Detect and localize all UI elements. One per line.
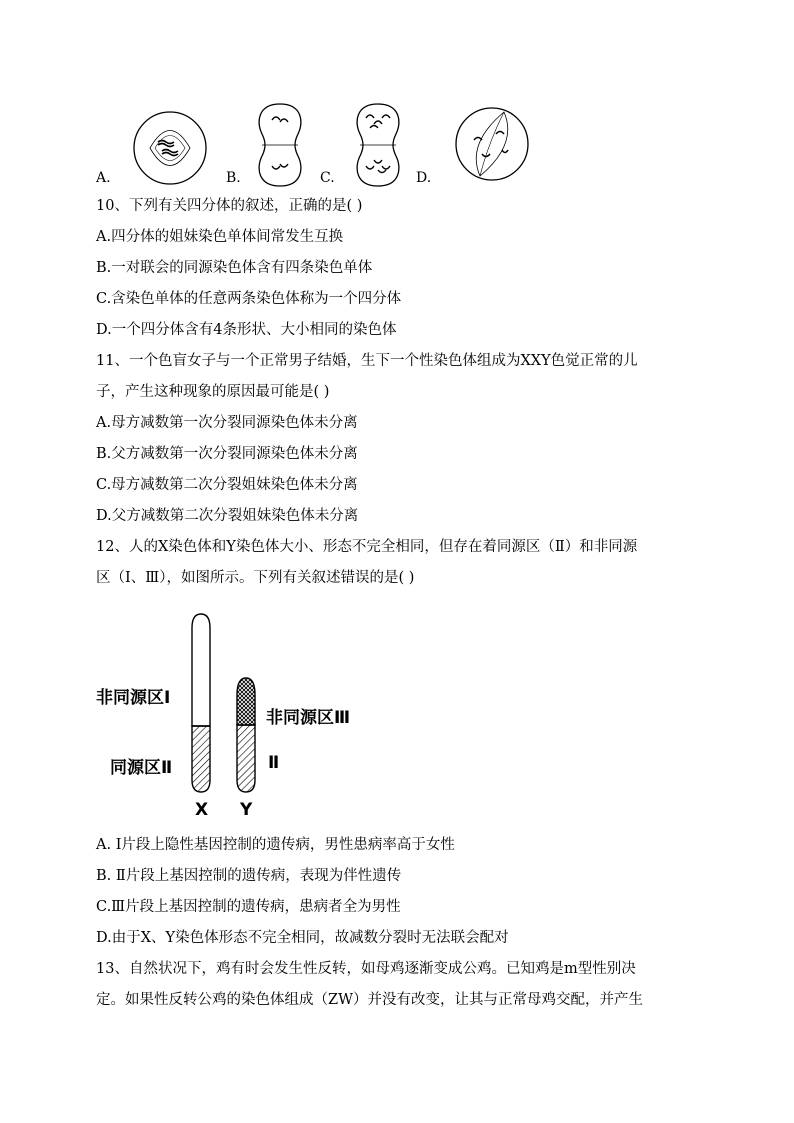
- y-chromosome: [237, 678, 255, 792]
- label-homologous-2: 同源区Ⅱ: [110, 758, 173, 778]
- q12-stem-line2: 区（Ⅰ、Ⅲ），如图所示。下列有关叙述错误的是( ): [96, 570, 415, 586]
- q12-option-d: D.由于X、Y染色体形态不完全相同，故减数分裂时无法联会配对: [96, 930, 509, 946]
- label-nonhomologous-1: 非同源区Ⅰ: [96, 688, 171, 708]
- q12-option-b: B. Ⅱ片段上基因控制的遗传病，表现为伴性遗传: [96, 868, 402, 884]
- q11-stem-line1: 11、一个色盲女子与一个正常男子结婚，生下一个性染色体组成为XXY色觉正常的儿: [96, 353, 638, 369]
- q13-stem-line1: 13、自然状况下，鸡有时会发生性反转，如母鸡逐渐变成公鸡。已知鸡是m型性别决: [96, 961, 636, 977]
- label-y: Y: [240, 800, 253, 820]
- cell-division-figures: [90, 100, 550, 190]
- q13-stem-line2: 定。如果性反转公鸡的染色体组成（ZW）并没有改变，让其与正常母鸡交配，并产生: [96, 992, 643, 1008]
- q10-option-b: B.一对联会的同源染色体含有四条染色单体: [96, 260, 373, 276]
- q11-option-d: D.父方减数第二次分裂姐妹染色体未分离: [96, 508, 359, 524]
- option-d-label: D.: [416, 170, 432, 186]
- q10-option-a: A.四分体的姐妹染色单体间常发生互换: [96, 229, 344, 245]
- x-chromosome: [192, 614, 210, 792]
- q10-option-c: C.含染色单体的任意两条染色体称为一个四分体: [96, 291, 402, 307]
- xy-chromosome-drawing: [96, 610, 396, 825]
- option-b-label: B.: [226, 170, 241, 186]
- q12-stem-line1: 12、人的X染色体和Y染色体大小、形态不完全相同，但存在着同源区（Ⅱ）和非同源: [96, 539, 638, 555]
- cell-figure-d: [452, 104, 532, 184]
- q10-option-d: D.一个四分体含有4条形状、大小相同的染色体: [96, 322, 397, 338]
- cell-figure-c: [350, 100, 406, 190]
- q11-option-b: B.父方减数第一次分裂同源染色体未分离: [96, 446, 358, 462]
- q11-option-c: C.母方减数第二次分裂姐妹染色体未分离: [96, 477, 358, 493]
- xy-chromosome-diagram: [96, 610, 396, 825]
- cell-figure-b: [252, 100, 308, 190]
- label-nonhomologous-3: 非同源区Ⅲ: [266, 708, 351, 728]
- label-region-2: Ⅱ: [268, 753, 280, 773]
- q12-option-c: C.Ⅲ片段上基因控制的遗传病，患病者全为男性: [96, 899, 401, 915]
- q11-option-a: A.母方减数第一次分裂同源染色体未分离: [96, 415, 358, 431]
- option-a-label: A.: [96, 170, 111, 186]
- option-c-label: C.: [320, 170, 335, 186]
- label-x: X: [195, 800, 209, 820]
- q12-option-a: A. Ⅰ片段上隐性基因控制的遗传病，男性患病率高于女性: [96, 837, 455, 853]
- q10-stem: 10、下列有关四分体的叙述，正确的是( ): [96, 198, 363, 214]
- cell-figure-a: [130, 108, 210, 188]
- q11-stem-line2: 子，产生这种现象的原因最可能是( ): [96, 384, 330, 400]
